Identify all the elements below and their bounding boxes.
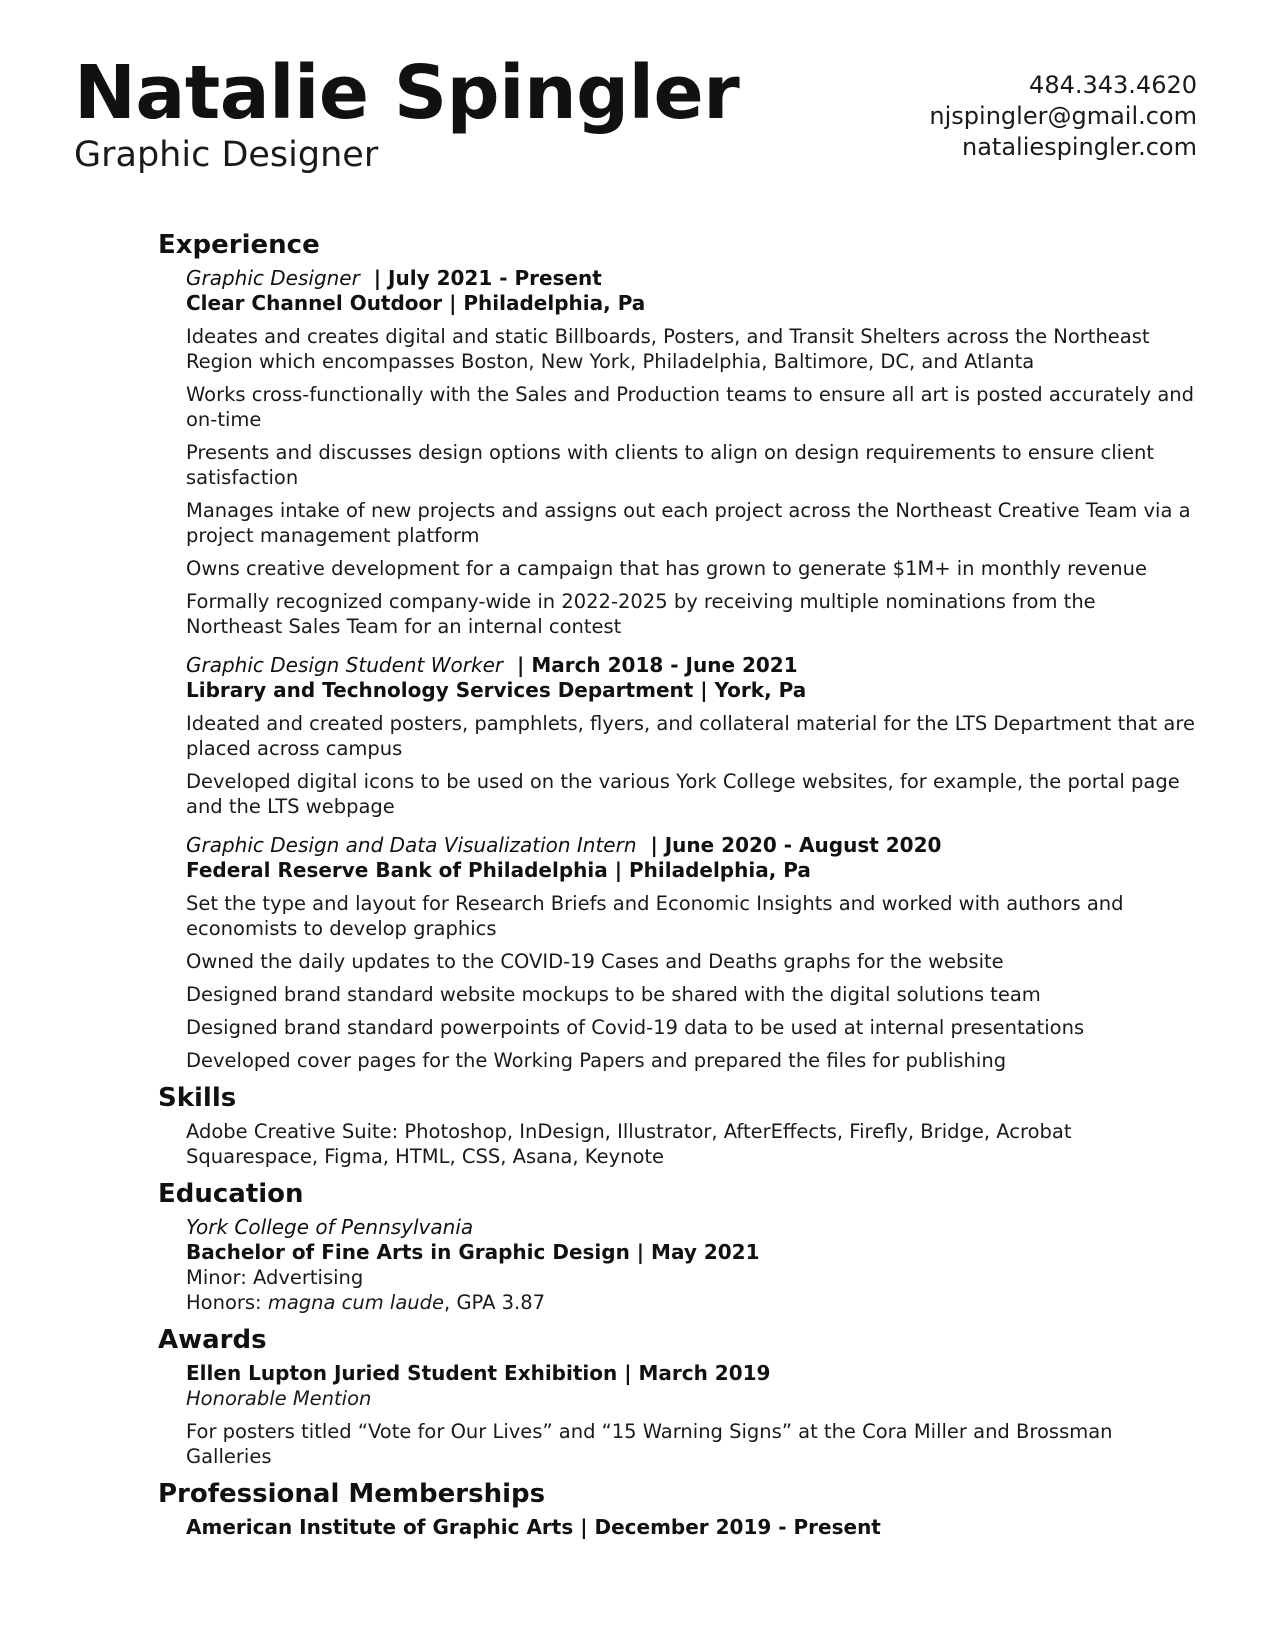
job-role: Graphic Design Student Worker	[186, 653, 504, 677]
honors-latin: magna cum laude	[267, 1291, 445, 1314]
job-bullet: Presents and discusses design options with clients to align on design requirements to ensure client satisfaction	[186, 441, 1155, 489]
resume-title: Graphic Designer	[74, 135, 379, 175]
resume-body	[158, 228, 1198, 1540]
education-section	[158, 1177, 1198, 1315]
honors-label: Honors:	[186, 1291, 268, 1314]
job-role-line	[186, 653, 1198, 678]
job-bullet: Ideates and creates digital and static Billboards, Posters, and Transit Shelters across the Northeast Region which encompasses Boston, New York, Philadelphia, Baltimore, DC, and Atlanta	[186, 325, 1150, 373]
degree: Bachelor of Fine Arts in Graphic Design | May 2021	[186, 1240, 760, 1264]
job-dates: | July 2021 - Present	[373, 266, 602, 290]
job-bullet: Owns creative development for a campaign that has grown to generate $1M+ in monthly revenue	[186, 557, 1148, 580]
award-title: Ellen Lupton Juried Student Exhibition | March 2019	[186, 1361, 771, 1385]
awards-section	[158, 1323, 1198, 1469]
honors-gpa: , GPA 3.87	[444, 1291, 546, 1314]
job-bullet: Designed brand standard powerpoints of Covid-19 data to be used at internal presentations	[186, 1016, 1085, 1039]
memberships-heading: Professional Memberships	[158, 1479, 546, 1509]
skills-list	[158, 1119, 1198, 1169]
job-role: Graphic Designer	[186, 266, 360, 290]
website-link[interactable]: nataliespingler.com	[962, 133, 1197, 161]
honors	[186, 1290, 1198, 1315]
award-entry	[158, 1361, 1198, 1469]
job-bullet: Developed cover pages for the Working Papers and prepared the files for publishing	[186, 1049, 1007, 1072]
job-bullet: Formally recognized company-wide in 2022-2025 by receiving multiple nominations from the Northeast Sales Team for an internal contest	[186, 590, 1096, 638]
job-bullet: Works cross-functionally with the Sales and Production teams to ensure all art is posted accurately and on-time	[186, 383, 1195, 431]
school-name-text: York College of Pennsylvania	[186, 1215, 474, 1239]
email-address[interactable]: njspingler@gmail.com	[929, 102, 1197, 130]
minor: Minor: Advertising	[186, 1266, 364, 1289]
job-bullet: Owned the daily updates to the COVID-19 Cases and Deaths graphs for the website	[186, 950, 1004, 973]
job-bullet: Developed digital icons to be used on the various York College websites, for example, the portal page and the LTS webpage	[186, 770, 1180, 818]
job-dates: | March 2018 - June 2021	[517, 653, 798, 677]
job-role-line	[186, 833, 1198, 858]
job-role: Graphic Design and Data Visualization Intern	[186, 833, 637, 857]
resume-name: Natalie Spingler	[74, 50, 740, 136]
education-heading: Education	[158, 1179, 304, 1209]
phone-number: 484.343.4620	[1029, 71, 1197, 99]
award-detail: For posters titled “Vote for Our Lives” and “15 Warning Signs” at the Cora Miller and Brossman Galleries	[186, 1420, 1113, 1468]
job-organization: Clear Channel Outdoor | Philadelphia, Pa	[186, 291, 646, 315]
skills-heading: Skills	[158, 1083, 237, 1113]
job-organization: Federal Reserve Bank of Philadelphia | Philadelphia, Pa	[186, 858, 811, 882]
school-name	[186, 1215, 1198, 1240]
job-entry	[158, 266, 1198, 639]
memberships-section	[158, 1477, 1198, 1540]
skills-section	[158, 1081, 1198, 1169]
experience-heading: Experience	[158, 230, 320, 260]
skills-line: Squarespace, Figma, HTML, CSS, Asana, Keynote	[186, 1145, 665, 1168]
education-entry	[158, 1215, 1198, 1315]
job-bullet: Designed brand standard website mockups to be shared with the digital solutions team	[186, 983, 1041, 1006]
job-bullet: Set the type and layout for Research Briefs and Economic Insights and worked with authors and economists to develop graphics	[186, 892, 1124, 940]
skills-line: Adobe Creative Suite: Photoshop, InDesign, Illustrator, AfterEffects, Firefly, Bridge, Acrobat	[186, 1120, 1072, 1143]
job-organization: Library and Technology Services Department | York, Pa	[186, 678, 807, 702]
contact-block	[929, 70, 1197, 163]
job-entry	[158, 833, 1198, 1073]
job-entry	[158, 653, 1198, 819]
experience-section	[158, 228, 1198, 1073]
job-bullet: Ideated and created posters, pamphlets, flyers, and collateral material for the LTS Department that are placed across campus	[186, 712, 1195, 760]
membership-entry	[158, 1515, 1198, 1540]
membership-item: American Institute of Graphic Arts | December 2019 - Present	[186, 1515, 881, 1539]
award-distinction: Honorable Mention	[186, 1387, 372, 1410]
job-dates: | June 2020 - August 2020	[650, 833, 942, 857]
awards-heading: Awards	[158, 1325, 267, 1355]
job-bullet: Manages intake of new projects and assigns out each project across the Northeast Creative Team via a project management platform	[186, 499, 1191, 547]
job-role-line	[186, 266, 1198, 291]
